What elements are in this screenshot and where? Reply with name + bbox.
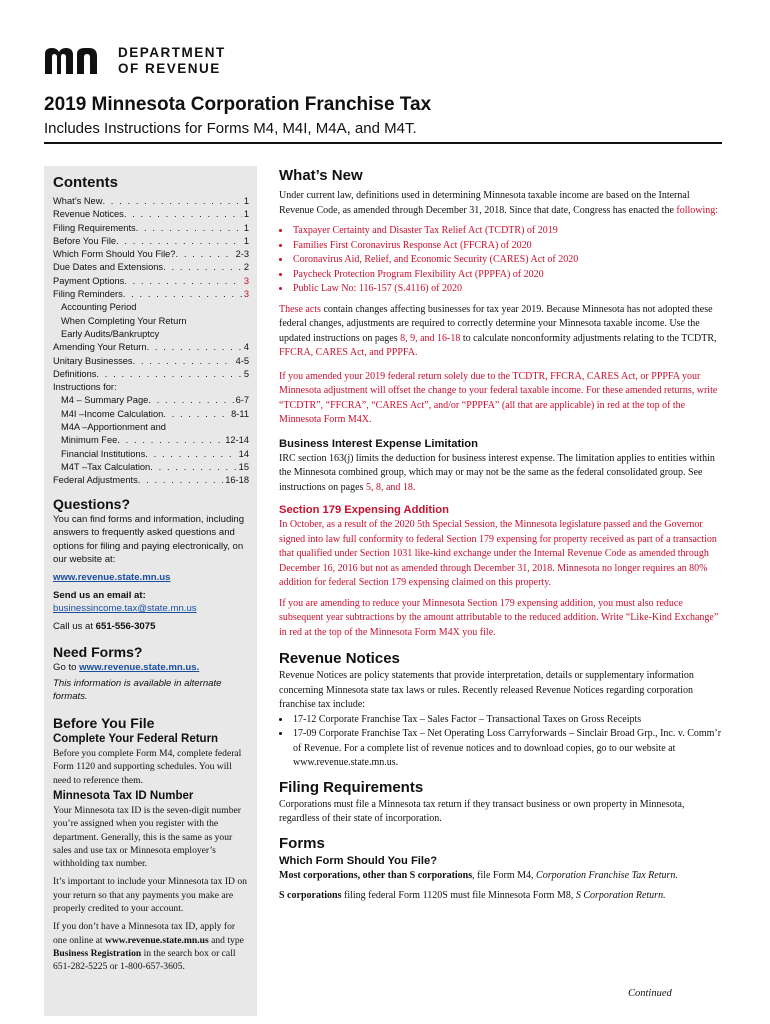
toc-item-page — [159, 328, 161, 341]
toc-item[interactable] — [53, 275, 249, 288]
toc-item-page: 4-5 — [235, 355, 249, 366]
toc-leader-dots — [148, 394, 233, 407]
toc-item[interactable] — [53, 408, 249, 421]
act-item: • Taxpayer Certainty and Disaster Tax Relief Act (TCDTR) of 2019 — [291, 224, 724, 239]
toc-item[interactable] — [53, 461, 249, 474]
logo-line-2: OF REVENUE — [118, 61, 221, 76]
toc-leader-dots — [163, 261, 242, 274]
toc-leader-dots — [145, 448, 236, 461]
go-to-line — [53, 661, 249, 675]
act-item: • Paycheck Protection Program Flexibility Act (PPPFA) of 2020 — [291, 268, 724, 283]
questions-text: You can find forms and information, including answers to frequently asked questions and options for filing and paying electronically, on our website at: — [53, 513, 245, 566]
toc-item[interactable] — [53, 288, 249, 301]
toc-item-page: 2-3 — [235, 249, 249, 260]
tax-id-text-3c: in the search box or call 651-282-5225 or 1-800-657-3605. — [53, 947, 236, 973]
tax-id-text-1: Your Minnesota tax ID is the seven-digit number you’re assigned when you register with the department. Generally, this is the same as your sales and use tax or Minnesota employer’s withholding tax number. — [53, 804, 241, 870]
forms-heading: Forms — [279, 834, 325, 852]
toc-item-label: Filing Requirements — [53, 222, 136, 233]
toc-item-page — [136, 301, 138, 314]
revenue-notice-item: • 17-12 Corporate Franchise Tax – Sales Factor – Transactional Taxes on Gross Receipts — [291, 713, 724, 728]
toc-item-label: Unitary Businesses — [53, 355, 133, 366]
whats-new-heading: What’s New — [279, 167, 363, 184]
complete-federal-text: Before you complete Form M4, complete federal Form 1120 and supporting schedules. You will need to reference them. — [53, 748, 242, 786]
toc-leader-dots — [150, 461, 236, 474]
toc-item-page: 6-7 — [235, 395, 249, 406]
toc-item-page: 5 — [243, 368, 249, 379]
toc-item[interactable] — [53, 222, 249, 235]
toc-leader-dots — [96, 368, 241, 381]
toc-item-page: 1 — [243, 222, 249, 233]
title-rule — [44, 142, 722, 144]
toc-item-page: 1 — [243, 196, 249, 206]
tax-id-website[interactable]: www.revenue.state.mn.us — [104, 934, 209, 946]
toc-item[interactable] — [53, 328, 249, 341]
toc-item-page: 3 — [243, 289, 249, 300]
toc-leader-dots — [138, 474, 223, 487]
bie-pages-highlight: 5, 8, and 18. — [365, 481, 416, 493]
filing-requirements-text: Corporations must file a Minnesota tax return if they transact business or own property in Minnesota, regardless of their state of incorporation. — [279, 798, 685, 824]
toc-leader-dots — [123, 288, 242, 301]
toc-item-page — [166, 421, 168, 434]
toc-leader-dots — [175, 248, 233, 261]
toc-item-page: 1 — [243, 235, 249, 246]
these-acts-highlight: These acts — [279, 303, 321, 315]
toc-item-label: Due Dates and Extensions — [53, 262, 164, 273]
which-form-heading: Which Form Should You File? — [279, 854, 438, 867]
act-item: • Public Law No: 116-157 (S.4116) of 2020 — [291, 282, 724, 297]
act-item: • Families First Coronavirus Response Act (FFCRA) of 2020 — [291, 239, 724, 254]
toc-item[interactable] — [53, 235, 249, 248]
table-of-contents — [53, 195, 249, 488]
revenue-notices-heading: Revenue Notices — [279, 650, 400, 667]
continued-label: Continued — [628, 988, 672, 999]
act-item: • Coronavirus Aid, Relief, and Economic Security (CARES) Act of 2020 — [291, 253, 724, 268]
whats-new-intro — [279, 189, 724, 218]
toc-leader-dots — [124, 275, 242, 288]
toc-item-label: M4T –Tax Calculation — [61, 461, 151, 472]
whats-new-intro-text: Under current law, definitions used in determining Minnesota taxable income are based on the Internal Revenue Code, as amended through December 31, 2018. Since that date, Congress has enacted the — [279, 190, 690, 216]
tax-id-text-3a: If you don’t have a Minnesota tax ID, apply for one online at — [53, 921, 236, 946]
toc-item-label: Financial Institutions — [61, 448, 146, 459]
acts-changes-text-a: contain changes affecting businesses for tax year 2019. Because Minnesota has not adopted these federal changes, adjustments are required to correctly determine your Minnesota taxable income. Use the updated instructions on pages — [279, 303, 713, 344]
toc-item-page — [187, 315, 189, 328]
toc-item-label: Revenue Notices — [53, 209, 124, 220]
toc-leader-dots — [117, 434, 223, 447]
business-interest-text-a: IRC section 163(j) limits the deduction for business interest expense. The limitation applies to entities within the Minnesota combined group, which may or may not be the same as the federal consolidated group. See instructions on pages — [279, 452, 715, 493]
email-link[interactable]: businessincome.tax@state.mn.us — [53, 603, 197, 615]
revenue-notices-list — [279, 713, 724, 771]
which-form-p2 — [279, 889, 724, 904]
toc-item-label: M4I –Income Calculation — [61, 408, 164, 419]
toc-item[interactable] — [53, 421, 249, 434]
following-highlight: following: — [676, 204, 719, 216]
toc-item-label: Federal Adjustments — [53, 475, 138, 486]
toc-item-label: What’s New — [53, 196, 103, 206]
toc-leader-dots — [133, 355, 234, 368]
toc-item-label: M4A –Apportionment and — [61, 422, 166, 433]
toc-item-label: Early Audits/Bankruptcy — [61, 328, 160, 339]
filing-requirements-heading: Filing Requirements — [279, 778, 424, 796]
toc-item[interactable] — [53, 341, 249, 354]
toc-leader-dots — [116, 235, 242, 248]
business-registration-term: Business Registration — [53, 947, 142, 959]
amended-return-note: If you amended your 2019 federal return solely due to the TCDTR, FFCRA, CARES Act, or PPPFA your Minnesota adjustment will offset the change to your federal taxable income. For these amended returns, write “TCDTR”, “FFCRA”, “CARES Act”, and/or “PPPFA” (all that are applicable) in red at the top of the Minnesota Form M4X. — [279, 370, 718, 425]
toc-item-label: Minimum Fee — [61, 435, 118, 446]
mn-revenue-logo — [45, 44, 245, 78]
page-title: 2019 Minnesota Corporation Franchise Tax — [44, 94, 432, 115]
toc-item-label: Which Form Should You File? — [53, 249, 176, 260]
acts-changes-paragraph — [279, 303, 724, 361]
toc-item[interactable] — [53, 355, 249, 368]
toc-item[interactable] — [53, 368, 249, 381]
business-interest-heading: Business Interest Expense Limitation — [279, 437, 478, 450]
phone-number: 651-556-3075 — [95, 620, 156, 632]
mn-logo-icon — [45, 48, 111, 74]
section-179-heading: Section 179 Expensing Addition — [279, 504, 449, 516]
toc-item[interactable] — [53, 248, 249, 261]
tax-id-text-3 — [53, 920, 249, 973]
tax-id-text-2: It’s important to include your Minnesota tax ID on your return so that any payments you make are properly credited to your account. — [53, 876, 247, 915]
which-form-p1-text: , file Form M4, — [472, 869, 537, 881]
business-interest-text — [279, 452, 724, 496]
questions-heading: Questions? — [53, 495, 131, 512]
acts-changes-text-b: to calculate nonconformity adjustments relating to the TCDTR, — [460, 332, 717, 344]
section-179-text-1: In October, as a result of the 2020 5th Special Session, the Minnesota legislature passed and the Governor signed into law full conformity to federal Section 179 expensing for property received as part of a transaction that qualified under Section 1031 like-kind exchange under the Internal Revenue Code as amended through December 16, 2016 but not as amended through December 31, 2018. Minnesota no longer requires an 80% addition for federal Section 179 expensing claimed on this property. — [279, 519, 717, 588]
toc-item-label: Accounting Period — [61, 302, 137, 313]
toc-item-page: 14 — [238, 448, 249, 459]
tax-id-text-3b: and type — [208, 934, 244, 946]
main-content — [279, 166, 724, 904]
go-to-text: Go to — [53, 662, 80, 674]
contents-heading: Contents — [53, 174, 118, 191]
toc-item[interactable] — [53, 261, 249, 274]
toc-item-page: 3 — [243, 275, 249, 286]
which-form-p1 — [279, 869, 724, 884]
forms-site-link[interactable]: www.revenue.state.mn.us. — [79, 662, 200, 674]
logo-line-1: DEPARTMENT — [118, 45, 226, 60]
pages-highlight: 8, 9, and 16-18 — [400, 332, 461, 344]
toc-item-label: Instructions for: — [53, 382, 117, 393]
toc-item-page: 16-18 — [225, 475, 249, 486]
toc-item-page: 12-14 — [225, 435, 249, 446]
toc-item[interactable] — [53, 208, 249, 221]
toc-item[interactable] — [53, 381, 249, 394]
sidebar — [44, 166, 257, 1016]
toc-item-label: Amending Your Return — [53, 342, 147, 353]
toc-item-page: 4 — [243, 342, 249, 353]
s-corporations-term: S corporations — [279, 890, 342, 901]
revenue-notice-item: • 17-09 Corporate Franchise Tax – Net Operating Loss Carryforwards – Sinclair Broad Grp., Inc. v. Comm’r of Revenue. For a complete list of revenue notices and to download copies, go to our website at www.revenue.state.mn.us. — [291, 727, 724, 771]
toc-item-label: Filing Reminders — [53, 289, 123, 300]
toc-leader-dots — [163, 408, 229, 421]
form-m4-title: Corporation Franchise Tax Return. — [536, 869, 678, 881]
most-corporations-term: Most corporations, other than S corporations — [279, 869, 473, 881]
toc-item-label: Before You File — [53, 235, 117, 246]
toc-item-label: M4 – Summary Page — [61, 395, 149, 406]
toc-item-page — [117, 381, 119, 394]
toc-leader-dots — [136, 222, 242, 235]
toc-item-label: Definitions — [53, 368, 97, 379]
toc-item[interactable] — [53, 394, 249, 407]
section-179-text-2: If you are amending to reduce your Minnesota Section 179 expensing addition, you must also reduce subsequent year subtractions by the amount attributable to the reduced addition. Write “Like-Kind Exchange” in red at the top of the Minnesota Form M4X you file. — [279, 597, 719, 638]
call-line — [53, 620, 249, 634]
revenue-notices-text: Revenue Notices are policy statements that provide interpretation, details or supplementary information concerning Minnesota state tax laws or rules. Recently released Revenue Notices regarding corporation franchise tax include: — [279, 670, 694, 710]
toc-leader-dots — [102, 195, 241, 208]
toc-item[interactable] — [53, 448, 249, 461]
toc-item[interactable] — [53, 434, 249, 447]
need-forms-heading: Need Forms? — [53, 644, 143, 661]
email-label: Send us an email at: — [53, 589, 146, 601]
toc-item-label: Payment Options — [53, 275, 125, 286]
tax-id-heading: Minnesota Tax ID Number — [53, 789, 194, 802]
toc-item[interactable] — [53, 301, 249, 314]
toc-item[interactable] — [53, 195, 249, 208]
acts-highlight: FFCRA, CARES Act, and PPPFA. — [279, 347, 418, 358]
toc-item-page: 15 — [238, 461, 249, 472]
toc-item[interactable] — [53, 315, 249, 328]
toc-item-page: 1 — [243, 209, 249, 220]
toc-item-page: 2 — [243, 262, 249, 273]
toc-item-page: 8-11 — [231, 408, 249, 419]
which-form-p2-text: filing federal Form 1120S must file Minnesota Form M8, — [341, 890, 576, 901]
toc-leader-dots — [124, 208, 242, 221]
form-m8-title: S Corporation Return. — [575, 890, 666, 901]
toc-item[interactable] — [53, 474, 249, 487]
federal-acts-list — [279, 224, 724, 297]
toc-item-label: When Completing Your Return — [61, 315, 187, 326]
alt-formats-note: This information is available in alternate formats. — [53, 677, 222, 703]
page-subtitle: Includes Instructions for Forms M4, M4I, M4A, and M4T. — [44, 120, 417, 137]
call-prefix: Call us at — [53, 620, 96, 632]
complete-federal-heading: Complete Your Federal Return — [53, 733, 219, 746]
before-you-file-heading: Before You File — [53, 715, 155, 732]
toc-leader-dots — [147, 341, 242, 354]
website-link[interactable]: www.revenue.state.mn.us — [53, 571, 171, 583]
